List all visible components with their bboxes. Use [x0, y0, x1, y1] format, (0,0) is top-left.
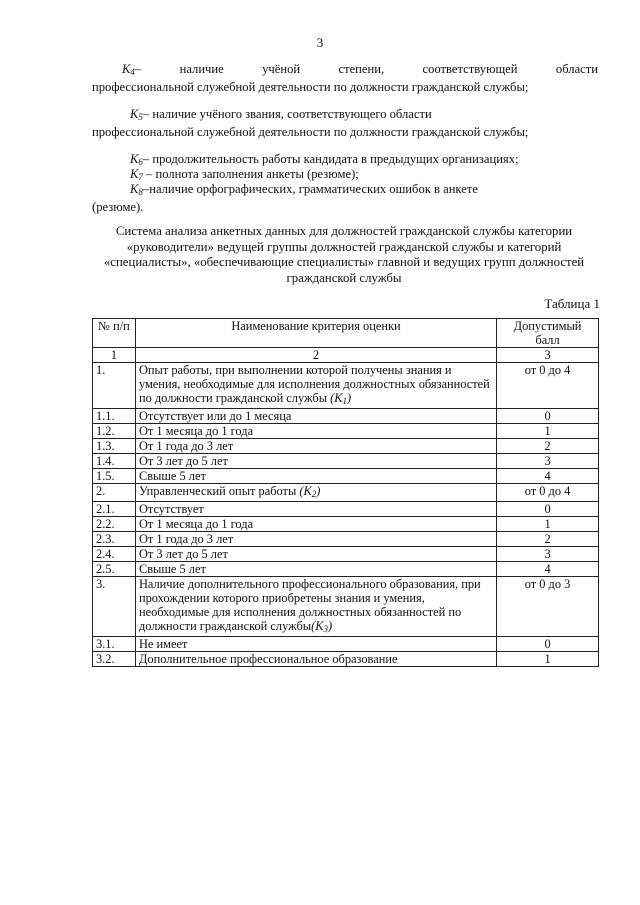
criterion-k8 — [92, 182, 598, 215]
row-criterion: Отсутствует — [135, 502, 496, 517]
header-criterion-name: Наименование критерия оценки — [135, 319, 496, 348]
criterion-k8-rest: (резюме). — [92, 200, 144, 214]
criterion-text: – наличие учёной степени, соответствующей области — [134, 62, 598, 76]
row-score: 0 — [497, 409, 599, 424]
criterion-subscript: 5 — [138, 112, 143, 122]
criterion-subscript: 8 — [138, 187, 143, 197]
row-criterion-code: (K — [330, 391, 343, 405]
row-criterion: От 3 лет до 5 лет — [135, 547, 496, 562]
row-number: 2.1. — [93, 502, 136, 517]
criterion-text: – наличие учёного звания, соответствующего области — [142, 107, 432, 121]
criterion-subscript: 6 — [138, 157, 143, 167]
row-criterion-code-end: ) — [347, 391, 352, 405]
row-criterion — [135, 363, 496, 409]
criterion-text: – полнота заполнения анкеты (резюме); — [142, 167, 359, 181]
row-number: 1.3. — [93, 439, 136, 454]
table-caption: Таблица 1 — [544, 296, 600, 311]
criterion-k5-line1 — [92, 107, 598, 125]
row-number: 1.2. — [93, 424, 136, 439]
row-number: 3.2. — [93, 652, 136, 667]
row-criterion — [135, 484, 496, 502]
table-row — [93, 484, 599, 502]
row-criterion-code-sub: 2 — [311, 489, 317, 499]
criterion-symbol: K — [130, 167, 139, 181]
row-number: 1.1. — [93, 409, 136, 424]
table-row — [93, 363, 599, 409]
criterion-symbol: K — [130, 107, 139, 121]
criteria-table — [92, 318, 599, 667]
row-criterion-code: (K — [311, 619, 324, 633]
index-cell: 3 — [497, 348, 599, 363]
row-criterion: От 1 месяца до 1 года — [135, 517, 496, 532]
table-row — [93, 577, 599, 637]
table-index-row — [93, 348, 599, 363]
table-row — [93, 547, 599, 562]
row-criterion: От 1 месяца до 1 года — [135, 424, 496, 439]
row-criterion: Отсутствует или до 1 месяца — [135, 409, 496, 424]
row-criterion: От 3 лет до 5 лет — [135, 454, 496, 469]
criterion-k5-rest: профессиональной служебной деятельности по должности гражданской службы; — [92, 125, 529, 139]
table-row — [93, 439, 599, 454]
index-cell: 2 — [135, 348, 496, 363]
row-criterion-text: Управленческий опыт работы — [138, 484, 300, 498]
row-score: 0 — [497, 637, 599, 652]
criterion-k4-line1 — [92, 62, 598, 80]
row-score: 3 — [497, 454, 599, 469]
row-number: 1.4. — [93, 454, 136, 469]
row-number: 3.1. — [93, 637, 136, 652]
table-row — [93, 469, 599, 484]
criterion-text: – продолжительность работы кандидата в предыдущих организациях; — [142, 152, 519, 166]
row-score: 2 — [497, 439, 599, 454]
criterion-k8-line1 — [92, 182, 598, 200]
row-score: 2 — [497, 532, 599, 547]
criterion-subscript: 4 — [130, 67, 135, 77]
row-score: от 0 до 3 — [497, 577, 599, 637]
criterion-k4-rest: профессиональной служебной деятельности по должности гражданской службы; — [92, 80, 529, 94]
table-row — [93, 652, 599, 667]
row-criterion-code-sub: 1 — [342, 396, 348, 406]
row-criterion: Свыше 5 лет — [135, 469, 496, 484]
row-criterion-code-end: ) — [316, 484, 321, 498]
header-number: № п/п — [93, 319, 136, 348]
row-criterion — [135, 577, 496, 637]
row-score: от 0 до 4 — [497, 484, 599, 502]
row-criterion: Свыше 5 лет — [135, 562, 496, 577]
criterion-text: –наличие орфографических, грамматических ошибок в анкете — [142, 182, 478, 196]
row-criterion-code-sub: 3 — [323, 624, 329, 634]
table-row — [93, 409, 599, 424]
criterion-symbol: K — [130, 152, 139, 166]
row-score: 1 — [497, 424, 599, 439]
row-number: 1. — [93, 363, 136, 409]
row-score: 4 — [497, 469, 599, 484]
criterion-k4 — [92, 62, 598, 95]
row-score: 0 — [497, 502, 599, 517]
row-criterion-text: Опыт работы, при выполнении которой получены знания и умения, необходимые для исполнения должностных обязанностей по должности гражданской службы — [138, 363, 490, 405]
row-number: 3. — [93, 577, 136, 637]
table-row — [93, 637, 599, 652]
row-number: 2.2. — [93, 517, 136, 532]
criterion-k5 — [92, 107, 598, 140]
row-score: 1 — [497, 517, 599, 532]
row-score: 3 — [497, 547, 599, 562]
row-number: 1.5. — [93, 469, 136, 484]
table-row — [93, 502, 599, 517]
index-cell: 1 — [93, 348, 136, 363]
criterion-symbol: K — [122, 62, 131, 76]
row-criterion: Не имеет — [135, 637, 496, 652]
table-row — [93, 424, 599, 439]
row-criterion-code-end: ) — [328, 619, 333, 633]
table-row — [93, 454, 599, 469]
row-criterion-text: Наличие дополнительного профессионального образования, при прохождении которого приобретены знания и умения, необходимые для исполнения должностных обязанностей по должности гражданской службы — [138, 577, 481, 633]
row-score: 4 — [497, 562, 599, 577]
row-score: от 0 до 4 — [497, 363, 599, 409]
row-criterion: От 1 года до 3 лет — [135, 532, 496, 547]
header-allowed-score: Допустимый балл — [497, 319, 599, 348]
row-number: 2.3. — [93, 532, 136, 547]
row-number: 2.5. — [93, 562, 136, 577]
row-criterion-code: (K — [299, 484, 312, 498]
row-criterion: От 1 года до 3 лет — [135, 439, 496, 454]
row-number: 2.4. — [93, 547, 136, 562]
row-score: 1 — [497, 652, 599, 667]
table-row — [93, 517, 599, 532]
criterion-symbol: K — [130, 182, 139, 196]
table-row — [93, 562, 599, 577]
table-row — [93, 532, 599, 547]
row-number: 2. — [93, 484, 136, 502]
page-number: 3 — [316, 35, 324, 50]
section-heading: Система анализа анкетных данных для должностей гражданской службы категории «руководители» ведущей группы должностей гражданской службы и категорий «специалисты», «обеспечивающие специалисты» главной и ведущих групп должностей гражданской службы — [103, 224, 585, 285]
table-header-row — [93, 319, 599, 348]
criterion-subscript: 7 — [138, 172, 143, 182]
row-criterion: Дополнительное профессиональное образование — [135, 652, 496, 667]
